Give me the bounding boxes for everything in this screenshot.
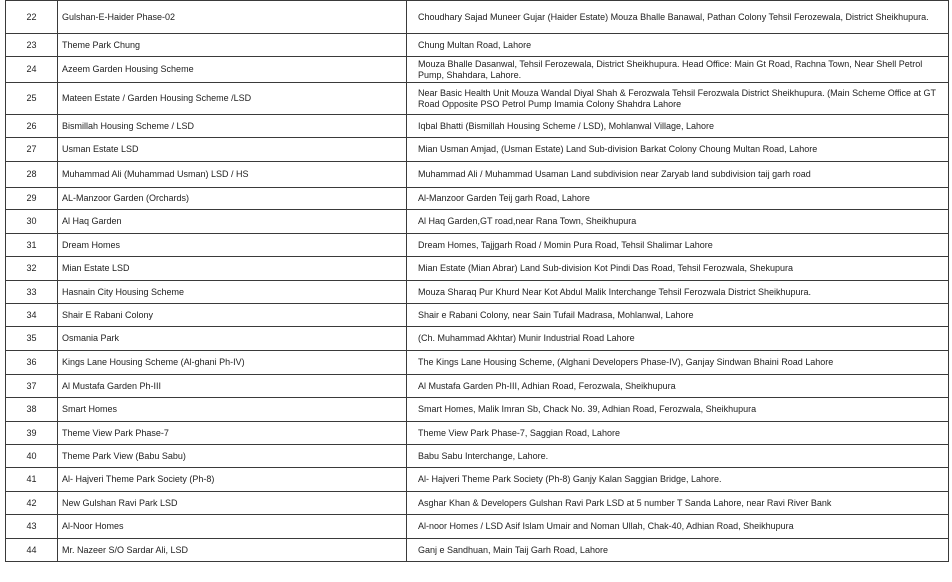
scheme-name: Theme Park View (Babu Sabu) [58, 445, 407, 468]
scheme-address: Theme View Park Phase-7, Saggian Road, Lahore [407, 422, 949, 445]
scheme-address: Near Basic Health Unit Mouza Wandal Diyal Shah & Ferozwala Tehsil Ferozwala District Sheikhupura. (Main Scheme Office at GT Road Opposite PSO Petrol Pump Imamia Colony Shahdra Lahore [407, 83, 949, 115]
scheme-address: Dream Homes, Tajjgarh Road / Momin Pura Road, Tehsil Shalimar Lahore [407, 234, 949, 257]
table-row [6, 422, 949, 445]
table-row [6, 34, 949, 57]
row-number: 42 [6, 492, 58, 515]
scheme-address: Chung Multan Road, Lahore [407, 34, 949, 57]
row-number: 44 [6, 539, 58, 562]
scheme-name: Al-Noor Homes [58, 515, 407, 539]
table-row [6, 445, 949, 468]
table-row [6, 327, 949, 351]
table-row [6, 1, 949, 34]
scheme-address: Al Mustafa Garden Ph-III, Adhian Road, Ferozwala, Sheikhupura [407, 375, 949, 398]
scheme-name: Mian Estate LSD [58, 257, 407, 281]
table-row [6, 257, 949, 281]
table-row [6, 351, 949, 375]
row-number: 32 [6, 257, 58, 281]
scheme-name: Theme View Park Phase-7 [58, 422, 407, 445]
scheme-address: Iqbal Bhatti (Bismillah Housing Scheme / LSD), Mohlanwal Village, Lahore [407, 115, 949, 138]
row-number: 40 [6, 445, 58, 468]
scheme-address: Mian Estate (Mian Abrar) Land Sub-division Kot Pindi Das Road, Tehsil Ferozwala, Shekupura [407, 257, 949, 281]
scheme-name: Hasnain City Housing Scheme [58, 281, 407, 304]
housing-schemes-table [5, 0, 949, 562]
scheme-name: Shair E Rabani Colony [58, 304, 407, 327]
row-number: 41 [6, 468, 58, 492]
table-row [6, 234, 949, 257]
scheme-address: Mian Usman Amjad, (Usman Estate) Land Sub-division Barkat Colony Choung Multan Road, Lahore [407, 138, 949, 162]
scheme-name: Mr. Nazeer S/O Sardar Ali, LSD [58, 539, 407, 562]
table-row [6, 281, 949, 304]
scheme-address: Al-Manzoor Garden Teij garh Road, Lahore [407, 188, 949, 210]
table-row [6, 115, 949, 138]
row-number: 23 [6, 34, 58, 57]
row-number: 38 [6, 398, 58, 422]
row-number: 39 [6, 422, 58, 445]
table-row [6, 539, 949, 562]
scheme-name: Gulshan-E-Haider Phase-02 [58, 1, 407, 34]
scheme-address: The Kings Lane Housing Scheme, (Alghani Developers Phase-IV), Ganjay Sindwan Bhaini Road Lahore [407, 351, 949, 375]
row-number: 33 [6, 281, 58, 304]
scheme-address: Mouza Sharaq Pur Khurd Near Kot Abdul Malik Interchange Tehsil Ferozwala District Sheikhupura. [407, 281, 949, 304]
scheme-name: Al Mustafa Garden Ph-III [58, 375, 407, 398]
scheme-name: Al Haq Garden [58, 210, 407, 234]
scheme-name: Muhammad Ali (Muhammad Usman) LSD / HS [58, 162, 407, 188]
table-row [6, 468, 949, 492]
scheme-address: Asghar Khan & Developers Gulshan Ravi Park LSD at 5 number T Sanda Lahore, near Ravi River Bank [407, 492, 949, 515]
row-number: 34 [6, 304, 58, 327]
table-row [6, 57, 949, 83]
scheme-name: AL-Manzoor Garden (Orchards) [58, 188, 407, 210]
scheme-name: Theme Park Chung [58, 34, 407, 57]
scheme-address: Babu Sabu Interchange, Lahore. [407, 445, 949, 468]
table-body [6, 1, 949, 562]
scheme-name: Al- Hajveri Theme Park Society (Ph-8) [58, 468, 407, 492]
table-row [6, 492, 949, 515]
table-row [6, 398, 949, 422]
row-number: 24 [6, 57, 58, 83]
scheme-name: Osmania Park [58, 327, 407, 351]
row-number: 22 [6, 1, 58, 34]
scheme-address: Muhammad Ali / Muhammad Usaman Land subdivision near Zaryab land subdivision taij garh road [407, 162, 949, 188]
scheme-address: Smart Homes, Malik Imran Sb, Chack No. 39, Adhian Road, Ferozwala, Sheikhupura [407, 398, 949, 422]
row-number: 43 [6, 515, 58, 539]
table-row [6, 188, 949, 210]
scheme-name: Azeem Garden Housing Scheme [58, 57, 407, 83]
row-number: 26 [6, 115, 58, 138]
scheme-name: Smart Homes [58, 398, 407, 422]
table-row [6, 515, 949, 539]
scheme-address: Mouza Bhalle Dasanwal, Tehsil Ferozewala, District Sheikhupura. Head Office: Main Gt Road, Rachna Town, Near Shell Petrol Pump, Shahdara, Lahore. [407, 57, 949, 83]
scheme-name: Kings Lane Housing Scheme (Al-ghani Ph-IV) [58, 351, 407, 375]
table-row [6, 375, 949, 398]
row-number: 36 [6, 351, 58, 375]
row-number: 27 [6, 138, 58, 162]
scheme-name: New Gulshan Ravi Park LSD [58, 492, 407, 515]
table-row [6, 304, 949, 327]
scheme-name: Bismillah Housing Scheme / LSD [58, 115, 407, 138]
table-row [6, 162, 949, 188]
scheme-address: Choudhary Sajad Muneer Gujar (Haider Estate) Mouza Bhalle Banawal, Pathan Colony Tehsil Ferozewala, District Sheikhupura. [407, 1, 949, 34]
scheme-address: Ganj e Sandhuan, Main Taij Garh Road, Lahore [407, 539, 949, 562]
scheme-address: Al- Hajveri Theme Park Society (Ph-8) Ganjy Kalan Saggian Bridge, Lahore. [407, 468, 949, 492]
scheme-name: Usman Estate LSD [58, 138, 407, 162]
table-row [6, 210, 949, 234]
row-number: 35 [6, 327, 58, 351]
table-row [6, 83, 949, 115]
scheme-address: Al-noor Homes / LSD Asif Islam Umair and Noman Ullah, Chak-40, Adhian Road, Sheikhupura [407, 515, 949, 539]
row-number: 31 [6, 234, 58, 257]
scheme-address: Shair e Rabani Colony, near Sain Tufail Madrasa, Mohlanwal, Lahore [407, 304, 949, 327]
row-number: 25 [6, 83, 58, 115]
table-row [6, 138, 949, 162]
scheme-name: Dream Homes [58, 234, 407, 257]
scheme-address: Al Haq Garden,GT road,near Rana Town, Sheikhupura [407, 210, 949, 234]
row-number: 37 [6, 375, 58, 398]
scheme-address: (Ch. Muhammad Akhtar) Munir Industrial Road Lahore [407, 327, 949, 351]
row-number: 29 [6, 188, 58, 210]
row-number: 30 [6, 210, 58, 234]
row-number: 28 [6, 162, 58, 188]
scheme-name: Mateen Estate / Garden Housing Scheme /LSD [58, 83, 407, 115]
